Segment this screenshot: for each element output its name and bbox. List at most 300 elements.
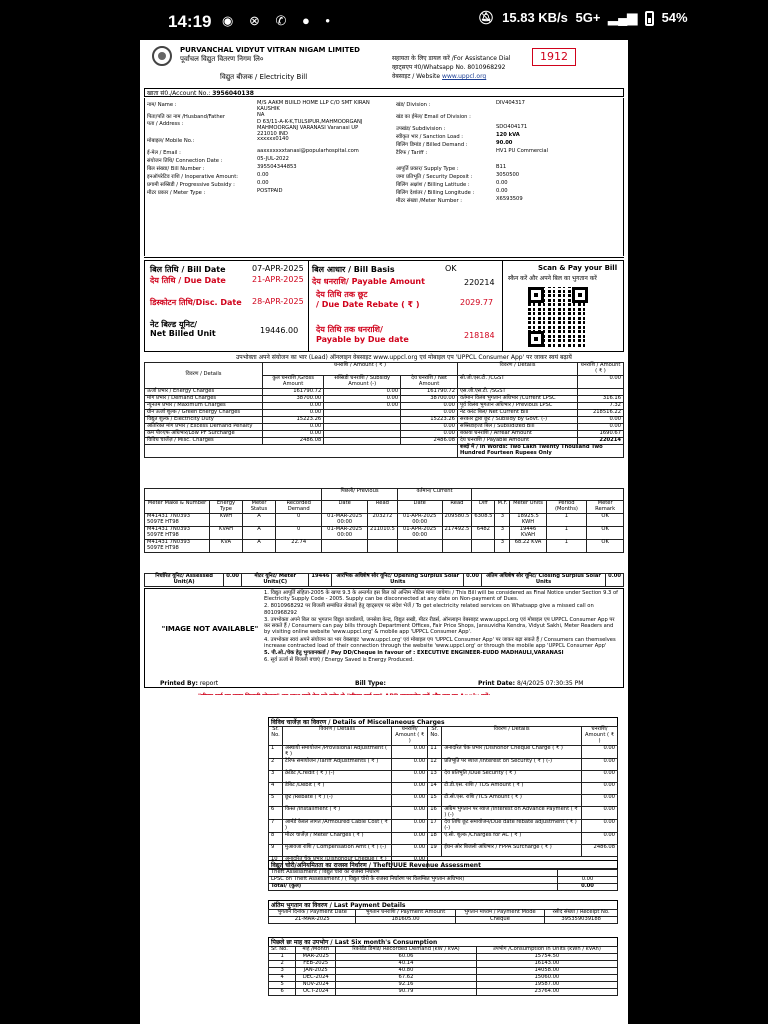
consumption-cell: NOV-2024 bbox=[296, 981, 336, 988]
misc-row bbox=[269, 770, 618, 782]
misc-sr: 17 bbox=[428, 819, 442, 832]
consumer-left-label: ई-मेल / Email : bbox=[147, 150, 181, 156]
misc-amount: 0.00 bbox=[392, 806, 428, 819]
meter-cell: 1 bbox=[546, 526, 587, 539]
website-label: वेबसाइट / Website bbox=[392, 73, 441, 80]
misc-detail: अस्थायी समायोजन /Provisional Adjustment ( ₹ ) bbox=[283, 745, 392, 758]
charge-amount: 0.00 bbox=[324, 388, 401, 395]
charge-amount: 0.00 bbox=[324, 402, 401, 409]
meter-col-header: Read bbox=[442, 501, 472, 514]
misc-sr: 2 bbox=[269, 758, 283, 770]
misc-amount: 0.00 bbox=[582, 758, 618, 770]
meter-cell: 01-MAR-2025 00:00 bbox=[322, 526, 368, 539]
consumer-left-row bbox=[147, 148, 396, 156]
misc-title: विविध चार्जेज़ का विवरण / Details of Miscellaneous Charges bbox=[268, 717, 618, 727]
net-unit-value: 19446.00 bbox=[260, 326, 299, 335]
consumer-right-value: SDO404171 bbox=[496, 124, 528, 130]
consumer-left-label: इनऑपरेटिव राशि / Inoperative Amount: bbox=[147, 174, 238, 180]
clock: 14:19 bbox=[168, 12, 212, 31]
payable-label: देय धनराशि/ Payable Amount bbox=[312, 277, 425, 286]
consumer-right-value: DIV404317 bbox=[496, 100, 525, 106]
solar-value: 19446 bbox=[309, 574, 332, 587]
misc-amount: 0.00 bbox=[582, 745, 618, 758]
charge-amount: 0.00 bbox=[263, 402, 324, 409]
consumer-left-row bbox=[147, 164, 396, 172]
consumption-cell: 15060.00 bbox=[476, 974, 617, 981]
charges-table bbox=[144, 362, 624, 458]
consumption-cell: 5 bbox=[269, 981, 296, 988]
solar-label: आरंभिक अधिशेष सौर यूनिट/ Opening Surplus Solar Units bbox=[332, 574, 464, 587]
consumer-left-row bbox=[147, 100, 396, 112]
charges-row bbox=[145, 430, 624, 437]
last-payment-cell: 21-MAR-2025 bbox=[269, 916, 356, 923]
consumer-left-value: aaxxxxxxxtanasi@popularhospital.com bbox=[257, 148, 359, 154]
consumer-details-right bbox=[394, 98, 624, 256]
disc-date-label: डिस्कोटन तिथि/Disc. Date bbox=[150, 298, 242, 307]
consumption-cell: OCT-2024 bbox=[296, 988, 336, 995]
charge-amount: 15223.26 bbox=[401, 416, 458, 423]
misc-sr: 5 bbox=[269, 794, 283, 806]
whatsapp-label: व्हाट्सएप नं0/Whatsapp No. 8010968292 bbox=[392, 64, 506, 71]
by-due-label-en: Payable by Due date bbox=[316, 335, 409, 344]
meter-cell: KVA bbox=[210, 539, 243, 552]
consumer-right-label: मीटर संख्या /Meter Number : bbox=[396, 198, 463, 204]
meter-row bbox=[145, 539, 624, 552]
misc-detail: आर्मर्ड केबल लागत /Armoured Cable Cost ( ₹ ) bbox=[283, 819, 392, 832]
charge-amount bbox=[324, 409, 401, 416]
charges-right-row-amount: 218516.22 bbox=[578, 409, 624, 416]
charges-right-details-header: विवरण / Details bbox=[458, 363, 578, 376]
meter-col-header: Meter Make & Number bbox=[145, 501, 210, 514]
solar-value: 0.00 bbox=[606, 574, 624, 587]
meter-cell: 19446 KVAH bbox=[510, 526, 546, 539]
misc-detail: मीटर चार्जेज़ / Meter Charges ( ₹ ) bbox=[283, 832, 392, 844]
consumption-title: पिछले छः माह का उपभोग / Last Six month's Consumption bbox=[268, 937, 618, 947]
consumption-cell: 90.79 bbox=[336, 988, 477, 995]
misc-row bbox=[269, 819, 618, 832]
misc-detail: किस्त /Installment ( ₹ ) bbox=[283, 806, 392, 819]
charge-amount: 0.00 bbox=[263, 409, 324, 416]
signal-icon: ▂▄▆ bbox=[608, 10, 638, 25]
consumption-cell: 23764.00 bbox=[476, 988, 617, 995]
meter-cell: M41431 7N0393 5097E HT98 bbox=[145, 513, 210, 526]
meter-cell: M41431 7N0393 5097E HT98 bbox=[145, 539, 210, 552]
meter-cell: 68.22 KVA bbox=[510, 539, 546, 552]
battery-level: 54% bbox=[661, 10, 688, 25]
battery-icon bbox=[645, 11, 654, 26]
misc-detail: देय तिथि छूट समायोजन/Due date rebate adjustment ( ₹ ) (-) bbox=[442, 819, 582, 832]
misc-amount: 0.00 bbox=[392, 856, 428, 868]
consumer-right-row bbox=[396, 140, 625, 148]
image-not-available: "IMAGE NOT AVAILABLE" bbox=[161, 625, 259, 633]
meter-cell bbox=[472, 539, 495, 552]
due-date-value: 21-APR-2025 bbox=[252, 275, 304, 284]
misc-sr: 6 bbox=[269, 806, 283, 819]
charge-amount: 0.00 bbox=[401, 409, 458, 416]
note-item: 3. उपभोक्ता अपने बिल का भुगतान विद्युत कार्यालयों, जनसेवा केन्द्र, विद्युत सखी, मीटर रीडर्स, ऑनलाइन वेबसाइट www.uppcl.org एवं मोबाइल एप UPPCL Consumer App पर कर सकते हैं / Consumers can pay bills through Department Offices, Fair Price Shops, Jansuvidha Kendra, Vidyut Sakhi, Meter Readers and by visiting online website 'www.uppcl.org' & mobile app 'UPPCL Consumer App'. bbox=[264, 616, 615, 636]
page-gap bbox=[140, 695, 628, 715]
charge-amount: 2486.08 bbox=[263, 437, 324, 444]
misc-row bbox=[269, 758, 618, 770]
meter-row bbox=[145, 513, 624, 526]
consumption-cell: 6 bbox=[269, 988, 296, 995]
charges-right-row-label: देय धनराशि / Payable Amount bbox=[458, 437, 578, 444]
payment-qr-code[interactable] bbox=[528, 287, 588, 347]
misc-sr: 3 bbox=[269, 770, 283, 782]
consumer-right-label: आपूर्ति प्रकार/ Supply Type : bbox=[396, 166, 459, 172]
charges-right-row-amount: 0.00 bbox=[578, 423, 624, 430]
charge-amount: 38700.00 bbox=[263, 395, 324, 402]
consumer-left-row bbox=[147, 172, 396, 180]
charges-right-row-label: नेट करंट बिल/ Net Current Bill bbox=[458, 409, 578, 416]
consumption-cell: 2 bbox=[269, 960, 296, 967]
consumer-right-value: B11 bbox=[496, 164, 507, 170]
misc-sr: 19 bbox=[428, 844, 442, 856]
misc-sr: 14 bbox=[428, 782, 442, 794]
meter-row bbox=[145, 526, 624, 539]
misc-charges-table bbox=[268, 726, 618, 869]
meter-cell: 217492.5 bbox=[442, 526, 472, 539]
charge-amount: 38700.00 bbox=[401, 395, 458, 402]
meter-col-header: Date bbox=[397, 501, 442, 514]
charge-name: ग्रीन ऊर्जा शुल्क / Green Energy Charges bbox=[145, 409, 263, 416]
meter-cell bbox=[397, 539, 442, 552]
misc-row bbox=[269, 794, 618, 806]
meter-cell: 01-APR-2025 00:00 bbox=[397, 513, 442, 526]
bill-date-label: बिल तिथि / Bill Date bbox=[150, 265, 226, 274]
charge-amount: 0.00 bbox=[263, 423, 324, 430]
charge-amount: 2486.08 bbox=[401, 437, 458, 444]
charge-amount: 0.00 bbox=[401, 402, 458, 409]
disc-date-value: 28-APR-2025 bbox=[252, 297, 304, 306]
meter-cell: 1 bbox=[546, 539, 587, 552]
meter-cell: KVAH bbox=[210, 526, 243, 539]
consumer-left-row bbox=[147, 188, 396, 196]
misc-detail: मुआवजा राशि / Compensation Amt ( ₹ ) (-) bbox=[283, 844, 392, 856]
meter-cell: 6482 bbox=[472, 526, 495, 539]
consumption-header: रिकॉर्डेड डिमांड/ Recorded Demand (kW / kVA) bbox=[336, 947, 477, 954]
misc-detail: ए.सी. शुल्क /Charges for AC ( ₹ ) bbox=[442, 832, 582, 844]
consumer-left-value: 0.00 bbox=[257, 172, 269, 178]
consumer-right-value: 90.00 bbox=[496, 140, 513, 146]
charge-name: न्यूनतम प्रभार / Maximum Charges bbox=[145, 402, 263, 409]
consumer-left-row bbox=[147, 180, 396, 188]
meter-col-header: Meter Status bbox=[242, 501, 275, 514]
consumer-right-row bbox=[396, 172, 625, 180]
consumer-right-value: X6593509 bbox=[496, 196, 523, 202]
consumption-header: माह /Month bbox=[296, 947, 336, 954]
account-bar bbox=[144, 88, 624, 97]
misc-amount: 0.00 bbox=[392, 844, 428, 856]
consumption-cell: JAN-2025 bbox=[296, 967, 336, 974]
previous-header: पिछली/ Previous bbox=[322, 489, 398, 501]
meter-cell: A bbox=[242, 513, 275, 526]
consumer-right-label: बिलिंग देशांतर / Billing Longitude : bbox=[396, 190, 475, 196]
consumption-table bbox=[268, 946, 618, 996]
charges-right-row-amount: 0.00 bbox=[578, 375, 624, 388]
misc-amount: 2486.08 bbox=[582, 844, 618, 856]
consumer-right-row bbox=[396, 164, 625, 172]
misc-amount: 0.00 bbox=[582, 832, 618, 844]
meter-cell bbox=[322, 539, 368, 552]
consumer-left-label: संयोजन तिथि/ Connection Date : bbox=[147, 158, 223, 164]
consumer-right-label: खंड/ Division : bbox=[396, 102, 431, 108]
meter-col-header: Meter Units bbox=[510, 501, 546, 514]
meter-cell: 211010.5 bbox=[368, 526, 398, 539]
misc-detail: ईंधन और बिजली अधिभार / FPPA Surcharge ( ₹ ) bbox=[442, 844, 582, 856]
consumption-cell: 3 bbox=[269, 967, 296, 974]
consumption-cell: FEB-2025 bbox=[296, 960, 336, 967]
solar-label: अंतिम अधिशेष सौर यूनिट/ Closing Surplus Solar Units bbox=[481, 574, 605, 587]
company-name-hindi: पूर्वांचल विद्युत वितरण निगम लि० bbox=[180, 55, 264, 63]
status-bar bbox=[0, 0, 768, 40]
scan-pay-title: Scan & Pay your Bill bbox=[538, 264, 618, 272]
misc-sr: 1 bbox=[269, 745, 283, 758]
last-payment-title: अंतिम भुगतान का विवरण / Last Payment Details bbox=[268, 900, 618, 910]
meter-cell: OK bbox=[587, 513, 624, 526]
meter-cell: OK bbox=[587, 526, 624, 539]
meter-cell: 3 bbox=[495, 526, 510, 539]
charges-details-header: विवरण / Details bbox=[145, 363, 263, 389]
meter-cell: 0 bbox=[276, 513, 322, 526]
consumer-right-row bbox=[396, 148, 625, 156]
misc-row bbox=[269, 745, 618, 758]
by-due-value: 218184 bbox=[464, 331, 495, 340]
misc-row bbox=[269, 844, 618, 856]
misc-detail: क्रेडिट /Credit ( ₹ ) (-) bbox=[283, 770, 392, 782]
misc-detail: देय प्रतिभूति /Due Security ( ₹ ) bbox=[442, 770, 582, 782]
misc-sr: 18 bbox=[428, 832, 442, 844]
meter-cell bbox=[368, 539, 398, 552]
bell-mute-icon: 🔕︎ bbox=[478, 10, 495, 25]
consumer-left-label: बिल संख्या/ Bill Number : bbox=[147, 166, 205, 172]
charge-amount bbox=[324, 416, 401, 423]
consumption-cell: 40.80 bbox=[336, 967, 477, 974]
misc-row bbox=[269, 782, 618, 794]
meter-col-header: Diff bbox=[472, 501, 495, 514]
misc-amount: 0.00 bbox=[392, 770, 428, 782]
bill-page-2 bbox=[140, 715, 628, 1024]
network-speed: 15.83 KB/s bbox=[502, 10, 568, 25]
scan-pay-subtitle: स्कैन करें और अपने बिल का भुगतान करें bbox=[508, 275, 597, 282]
consumer-right-value: 3050500 bbox=[496, 172, 520, 178]
charges-right-row-label: सरकार द्वारा छूट / Subsidy by Govt. (-) bbox=[458, 416, 578, 423]
meter-col-header: Period (Months) bbox=[546, 501, 587, 514]
misc-sr: 4 bbox=[269, 782, 283, 794]
consumption-cell: 4 bbox=[269, 974, 296, 981]
consumer-left-label: मीटर प्रकार / Meter Type : bbox=[147, 190, 206, 196]
solar-label: मीटर यूनिट/ Meter Units(C) bbox=[242, 574, 309, 587]
account-label: खाता सं0./Account No.: bbox=[147, 90, 211, 97]
misc-detail: अनादरित चेक प्रभार /Dishonor Cheque Charge ( ₹ ) bbox=[442, 745, 582, 758]
misc-detail: अग्रिम भुगतान पर ब्याज /Interest on Advance Payment ( ₹ ) (-) bbox=[442, 806, 582, 819]
consumer-right-label: स्वीकृत भार / Sanction Load : bbox=[396, 134, 464, 140]
last-payment-header: भुगतान दिनांक / Payment Date bbox=[269, 910, 356, 917]
misc-amount-header-left: धनराशि/ Amount ( ₹ ) bbox=[392, 727, 428, 746]
payable-value: 220214 bbox=[464, 278, 495, 287]
charges-row bbox=[145, 444, 624, 457]
charges-blank bbox=[145, 444, 458, 457]
meter-col-header: Recorded Demand bbox=[276, 501, 322, 514]
misc-amount: 0.00 bbox=[392, 758, 428, 770]
account-number: 3956040138 bbox=[212, 90, 254, 97]
consumer-right-label: उपखंड/ Subdivision : bbox=[396, 126, 446, 132]
meter-cell: 22.74 bbox=[276, 539, 322, 552]
consumer-right-row bbox=[396, 132, 625, 140]
current-header: वर्तमान/ Current bbox=[397, 489, 472, 501]
consumption-cell: 40.14 bbox=[336, 960, 477, 967]
consumer-left-value: xxxxxx0140 bbox=[257, 136, 289, 142]
consumer-left-value: 395504344853 bbox=[257, 164, 297, 170]
consumer-left-row bbox=[147, 119, 396, 137]
last-payment-header: भुगतान धनराशि / Payment Amount bbox=[356, 910, 455, 917]
charges-right-amount-header: धनराशि / Amount ( ₹ ) bbox=[578, 363, 624, 376]
website-link[interactable]: www.uppcl.org bbox=[442, 73, 487, 80]
meter-cell: 209580.5 bbox=[442, 513, 472, 526]
consumer-left-row bbox=[147, 136, 396, 144]
meter-cell: 1 bbox=[546, 513, 587, 526]
lead-notice: उपभोक्ता अपने संयोजन का भार (Lead) ऑनलाइन वेबसाइट www.uppcl.org एवं मोबाइल एप 'UPPCL Consumer App' पर जाकर स्वयं बढ़ायें bbox=[236, 354, 572, 361]
consumer-left-label: प्रगामी सब्सिडी / Progressive Subsidy : bbox=[147, 182, 235, 188]
meter-cell: 203272 bbox=[368, 513, 398, 526]
print-date-label: Print Date: bbox=[478, 680, 516, 687]
consumer-left-row bbox=[147, 156, 396, 164]
company-name: PURVANCHAL VIDYUT VITRAN NIGAM LIMITED bbox=[180, 46, 360, 54]
theft-row bbox=[269, 883, 618, 890]
misc-details-header-left: विवरण / Details bbox=[283, 727, 392, 746]
misc-detail: छूट /Rebate ( ₹ ) (-) bbox=[283, 794, 392, 806]
notes-list bbox=[264, 590, 620, 665]
last-payment-cell: 181605.00 bbox=[356, 916, 455, 923]
meter-cell: A bbox=[242, 539, 275, 552]
meter-cell: 3 bbox=[495, 513, 510, 526]
theft-label: Total/ (कुल) bbox=[269, 883, 558, 890]
charges-right-row-amount: 7.32 bbox=[578, 402, 624, 409]
meter-cell bbox=[442, 539, 472, 552]
misc-amount: 0.00 bbox=[582, 806, 618, 819]
amount-in-words: शब्दों में / In Words: Two Lakh Twenty Thousand Two Hundred Fourteen Rupees Only bbox=[458, 444, 624, 457]
meter-cell: A bbox=[242, 526, 275, 539]
meter-col-header: Read bbox=[368, 501, 398, 514]
consumption-cell: DEC-2024 bbox=[296, 974, 336, 981]
charges-right-row-label: वर्तमान विलंब भुगतान अधिभार /Current LPSC bbox=[458, 395, 578, 402]
consumption-cell: 15754.50 bbox=[476, 953, 617, 960]
charges-col-header: कुल धनराशि /Gross Amount bbox=[263, 375, 324, 388]
misc-row bbox=[269, 806, 618, 819]
print-date bbox=[478, 680, 583, 687]
consumer-left-value: NA bbox=[257, 112, 265, 118]
misc-detail: प्रतिभूति पर ब्याज /Interest on Security ( ₹ ) (-) bbox=[442, 758, 582, 770]
solar-units-table bbox=[144, 573, 624, 587]
meter-cell: 01-APR-2025 00:00 bbox=[397, 526, 442, 539]
misc-amount: 0.00 bbox=[392, 819, 428, 832]
misc-detail: टी.सी.एस. राशि /TCS Amount ( ₹ ) bbox=[442, 794, 582, 806]
consumption-cell: 1 bbox=[269, 953, 296, 960]
meter-cell: 01-MAR-2025 00:00 bbox=[322, 513, 368, 526]
misc-sr: 13 bbox=[428, 770, 442, 782]
meter-cell: 3 bbox=[495, 539, 510, 552]
misc-sr: 16 bbox=[428, 806, 442, 819]
theft-label: LPSC on Theft Assessment / ( विद्युत चोरी के राजस्व निर्धारण पर विलम्बित भुगतान अधिभार) bbox=[269, 876, 558, 883]
consumer-right-row bbox=[396, 188, 625, 196]
note-item: 6. सूर्य ऊर्जा से बिजली बचाएं / Energy Saved is Energy Produced. bbox=[264, 657, 414, 664]
charges-right-row-label: सी.जी.एस.टी. /CGST bbox=[458, 375, 578, 388]
consumer-left-value: POSTPAID bbox=[257, 188, 283, 194]
consumer-left-value: M/S AAKM BUILD HOME LLP C/O SMT KIRAN KAUSHIK bbox=[257, 100, 370, 112]
misc-amount: 0.00 bbox=[582, 770, 618, 782]
bill-basis-label: बिल आधार / Bill Basis bbox=[312, 265, 395, 274]
theft-row bbox=[269, 876, 618, 883]
charge-amount: 0.00 bbox=[401, 430, 458, 437]
company-logo-icon bbox=[152, 46, 172, 66]
charges-col-header: देय धनराशि / Net Amount bbox=[401, 375, 458, 388]
net-unit-label-hi: नेट बिल्ड यूनिट/ bbox=[150, 320, 198, 329]
consumer-left-label: मोबाइल/ Mobile No.: bbox=[147, 138, 195, 144]
network-type: 5G+ bbox=[575, 10, 601, 25]
meter-cell: KWH bbox=[210, 513, 243, 526]
misc-details-header-right: विवरण / Details bbox=[442, 727, 582, 746]
notification-icons: ◉ ⊗ ✆ ● • bbox=[222, 13, 336, 28]
bill-type-label: Bill Type: bbox=[355, 680, 386, 687]
consumer-details-left bbox=[144, 98, 394, 256]
charges-right-row-label: पूर्व विलंब भुगतान अधिभार / Previous LPSC bbox=[458, 402, 578, 409]
charges-col-header: सब्सिडी धनराशि / Subsidy Amount (-) bbox=[324, 375, 401, 388]
note-item: 4. उपभोक्ता स्वयं अपने संयोजन का भार वेबसाइट 'www.uppcl.org' एवं मोबाइल एप 'UPPCL Consumer App' पर जाकर बढ़ा सकते हैं / Consumers can themselves increase contracted load of their connection through the website 'www.uppcl.org' or through the mobile app 'UPPCL Consumer App' bbox=[264, 636, 616, 649]
consumer-right-row bbox=[396, 112, 625, 120]
charge-name: विविध चार्जेज़ / Misc. Charges bbox=[145, 437, 263, 444]
charges-right-row-amount: 0.00 bbox=[578, 416, 624, 423]
meter-col-header: Energy Type bbox=[210, 501, 243, 514]
note-item: 1. विद्युत आपूर्ति संहिता-2005 के खण्ड 9.3 के अन्तर्गत इस बिल को अन्तिम नोटिस माना जायेगा। / This Bill will be considered as Final Notice under Section 9.3 of Electricity Supply Code - 2005. Supply can be disconnected at any date on Non-payment of Dues. bbox=[264, 590, 619, 603]
last-payment-header: भुगतान माध्यम / Payment Mode bbox=[455, 910, 545, 917]
theft-table bbox=[268, 869, 618, 891]
consumption-cell: 16143.00 bbox=[476, 960, 617, 967]
bill-basis-value: OK bbox=[445, 264, 457, 273]
consumer-right-label: खंड का ईमेल/ Email of Division : bbox=[396, 114, 471, 120]
printed-by bbox=[160, 680, 218, 687]
charges-right-row-label: एस.जी.एस.टी. /SGST bbox=[458, 388, 578, 395]
charge-amount: 0.00 bbox=[324, 395, 401, 402]
theft-label: Theft Assessment / विद्युत चोरी का राजस्व निर्धारण bbox=[269, 870, 558, 877]
consumption-header: Sr. No. bbox=[269, 947, 296, 954]
theft-title: विद्युत चोरी/अनियमितता का राजस्व निर्धारण / Theft/UUE Revenue Assessment bbox=[268, 860, 618, 870]
consumer-right-value: 0.00 bbox=[496, 188, 508, 194]
consumption-cell: 92.16 bbox=[336, 981, 477, 988]
consumer-right-label: बिलिंग डिमांड / Billed Demand : bbox=[396, 142, 468, 148]
charge-amount bbox=[324, 423, 401, 430]
misc-detail: अनादरित चेक प्रभार /Dishonour Cheque ( ₹ ) bbox=[283, 856, 392, 868]
misc-amount: 0.00 bbox=[582, 819, 618, 832]
misc-amount: 0.00 bbox=[582, 794, 618, 806]
consumer-right-label: टैरिफ / Tariff : bbox=[396, 150, 428, 156]
note-item: 2. 8010968292 पर बिजली सम्बंधित सेवाओं हेतु व्हाट्सएप पर संदेश भेजें / To get electricity related services on Whatsapp give a missed call on 8010968292 bbox=[264, 603, 594, 616]
consumption-row bbox=[269, 988, 618, 995]
charge-amount: 15223.26 bbox=[263, 416, 324, 423]
consumption-cell: 14058.00 bbox=[476, 967, 617, 974]
theft-value: 0.00 bbox=[558, 883, 618, 890]
charge-amount: 0.00 bbox=[263, 430, 324, 437]
consumer-right-row bbox=[396, 100, 625, 108]
charges-right-row-amount: 1690.67 bbox=[578, 430, 624, 437]
consumption-cell: 67.62 bbox=[336, 974, 477, 981]
helpline-badge: 1912 bbox=[532, 48, 576, 66]
meter-col-header: M.F. bbox=[495, 501, 510, 514]
charge-amount: 161790.72 bbox=[401, 388, 458, 395]
consumer-left-value: 0.00 bbox=[257, 180, 269, 186]
charge-name: मांग प्रभार / Demand Charges bbox=[145, 395, 263, 402]
charge-name: ऊर्जा प्रभार / Energy Charges bbox=[145, 388, 263, 395]
consumption-cell: MAR-2025 bbox=[296, 953, 336, 960]
